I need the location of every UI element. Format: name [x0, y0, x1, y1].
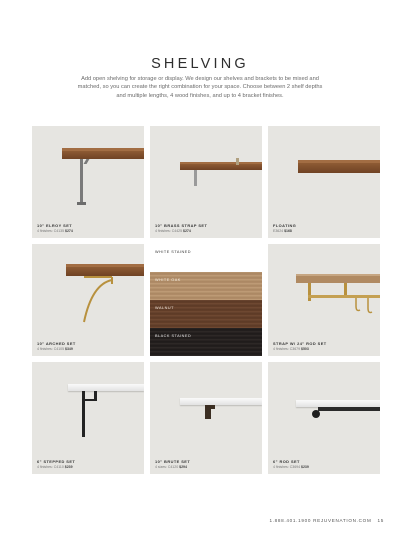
swatch-label: WHITE STAINED: [155, 250, 191, 254]
product-card-elroy[interactable]: [32, 126, 144, 238]
product-price: $274: [183, 229, 191, 233]
product-name: 10" BRASS STRAP SET: [155, 222, 208, 228]
product-detail: 4 finishes: C4135: [37, 229, 66, 233]
product-name: STRAP W/ 24" ROD SET: [273, 340, 327, 346]
product-price: $239: [64, 465, 73, 469]
swatch-walnut[interactable]: [150, 300, 262, 328]
swatch-label: WALNUT: [155, 306, 174, 310]
product-price: $349: [65, 347, 73, 351]
product-detail: 4 sizes: C4120: [155, 465, 180, 469]
page-title: SHELVING: [151, 56, 249, 72]
product-price: $239: [301, 465, 309, 469]
product-name: 10" BRUTE SET: [155, 458, 191, 464]
swatch-label: WHITE OAK: [155, 278, 181, 282]
swatch-black-stained[interactable]: [150, 328, 262, 356]
hook-icon: [268, 244, 380, 356]
intro-text: Add open shelving for storage or display. We design our shelves and brackets to be mixed and matched, so you can create the right combination for your space. Choose between 2 shelf depths and multiple lengths, 4 wood finishes, and up to 4 bracket finishes.: [77, 76, 323, 99]
swatch-white-oak[interactable]: [150, 272, 262, 300]
product-name: 6" STEPPED SET: [37, 458, 76, 464]
product-card-stepped[interactable]: [32, 362, 144, 474]
product-detail: 4 finishes: C4110: [37, 465, 65, 469]
product-price: $294: [179, 465, 187, 469]
product-card-floating[interactable]: [268, 126, 380, 238]
product-name: 6" ROD SET: [273, 458, 300, 464]
product-price: $168: [284, 229, 292, 233]
swatch-white-stained[interactable]: [150, 244, 262, 272]
arched-bracket-icon: [32, 244, 144, 356]
product-name: FLOATING: [273, 222, 297, 228]
product-detail: E3624: [273, 229, 285, 233]
product-card-brass-strap[interactable]: [150, 126, 262, 238]
product-name: 10" ELROY SET: [37, 222, 73, 228]
product-card-brute[interactable]: [150, 362, 262, 474]
product-name: 10" ARCHED SET: [37, 340, 76, 346]
product-detail: 4 finishes: C3694: [273, 465, 302, 469]
swatch-label: BLACK STAINED: [155, 334, 192, 338]
page-number: 15: [377, 518, 384, 523]
footer-contact: 1.888.401.1900 REJUVENATION.COM: [269, 518, 372, 523]
page-footer: [269, 518, 384, 523]
product-card-strap-rod[interactable]: [268, 244, 380, 356]
product-card-rod[interactable]: [268, 362, 380, 474]
product-price: $274: [65, 229, 73, 233]
product-detail: 4 finishes: C4425: [155, 229, 184, 233]
product-card-arched[interactable]: [32, 244, 144, 356]
product-detail: 4 finishes: C3679: [273, 347, 302, 351]
product-detail: 4 finishes: C4105: [37, 347, 66, 351]
wood-finish-swatches: [150, 244, 262, 356]
product-price: $503: [301, 347, 309, 351]
